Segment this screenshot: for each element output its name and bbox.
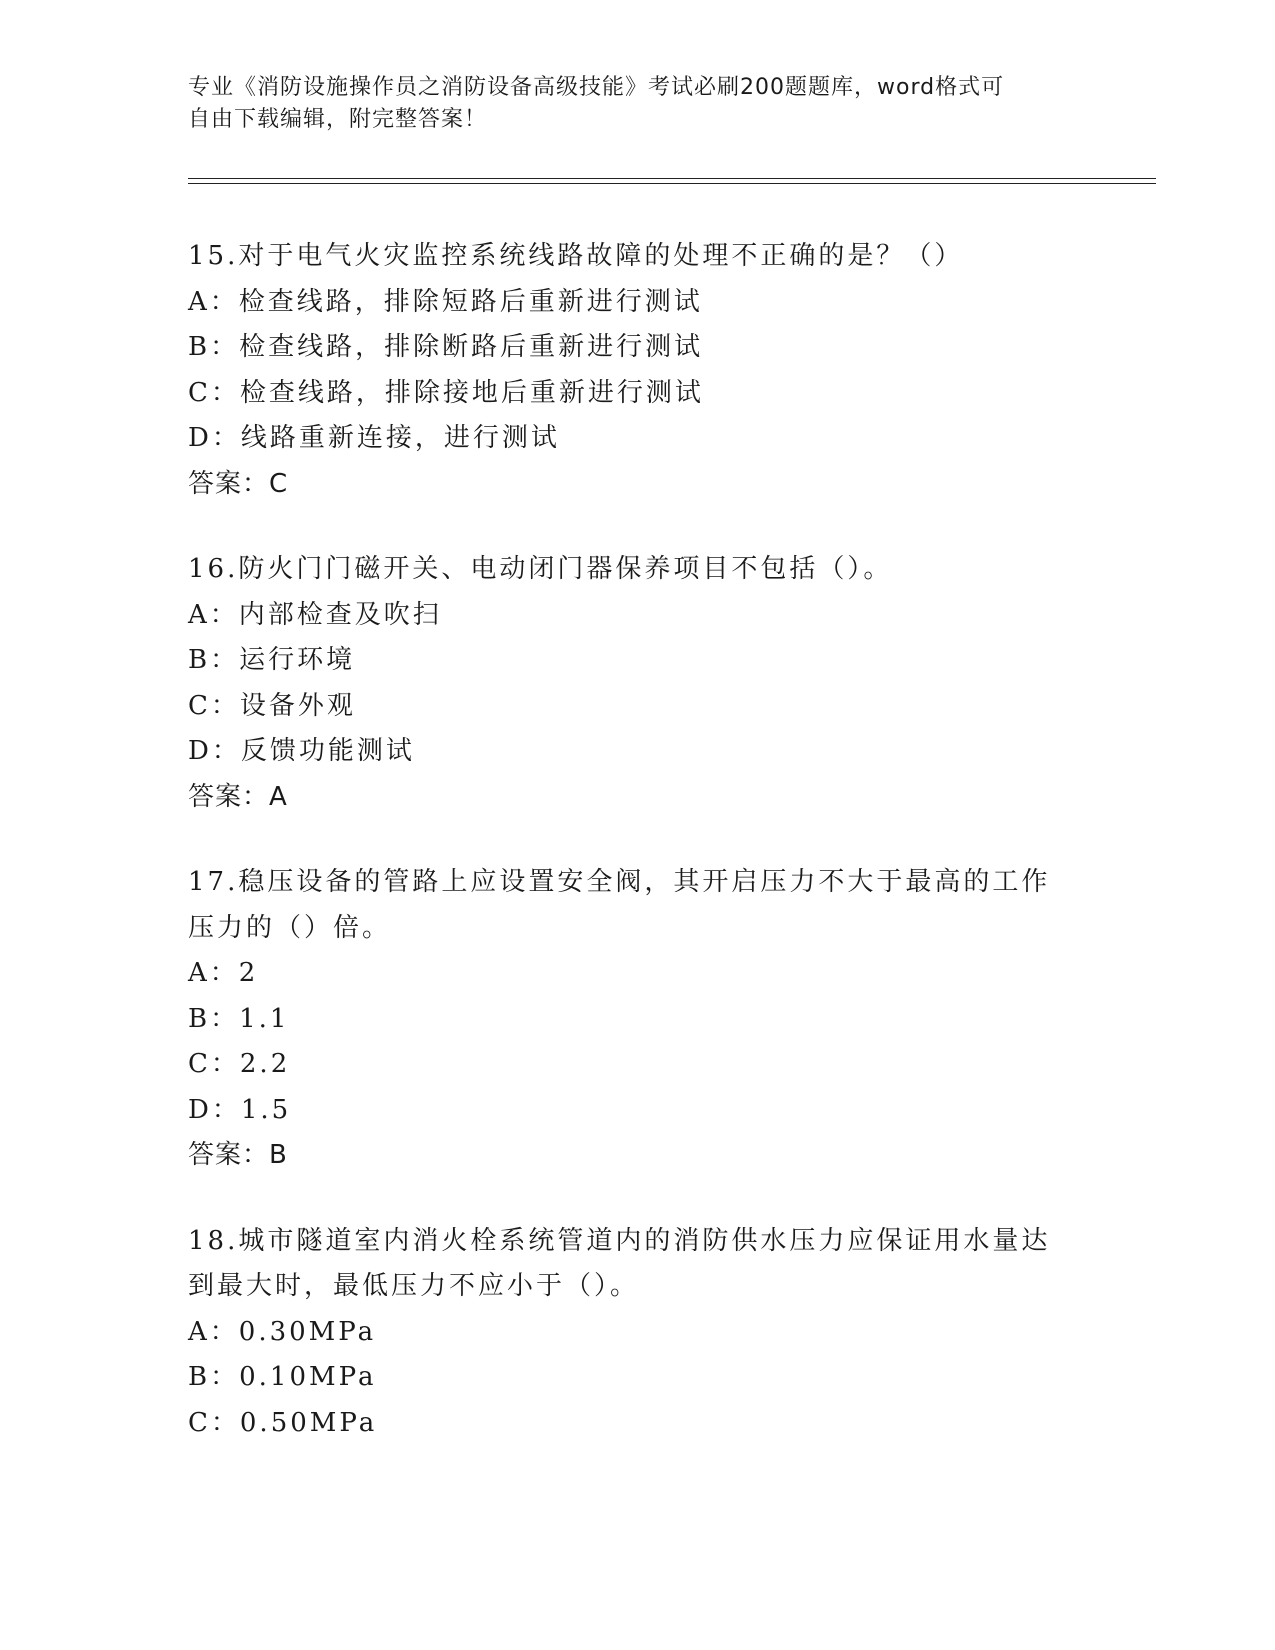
header-divider-top [188,178,1156,179]
answer-label: 答案：A [188,781,288,812]
option-b: B：1.1 [188,1003,290,1034]
option-c: C：0.50MPa [188,1407,378,1438]
header-line-2: 自由下载编辑，附完整答案！ [188,107,488,132]
option-d: D：1.5 [188,1094,292,1125]
option-d: D：反馈功能测试 [188,736,415,766]
option-c: C：2.2 [188,1049,291,1079]
answer-label: 答案：C [188,468,289,499]
question-stem: 17.稳压设备的管路上应设置安全阀，其开启压力不大于最高的工作压力的（）倍。 [188,867,1051,943]
question-list [188,234,1078,1486]
option-d: D：线路重新连接，进行测试 [188,423,560,453]
option-a: A：2 [188,958,259,988]
header-divider-bottom [188,183,1156,184]
question-stem: 16.防火门门磁开关、电动闭门器保养项目不包括（）。 [188,554,893,584]
option-a: A：0.30MPa [188,1316,377,1347]
option-b: B：检查线路，排除断路后重新进行测试 [188,332,704,362]
document-header [188,72,1068,136]
option-c: C：设备外观 [188,690,356,721]
question-stem: 15.对于电气火灾监控系统线路故障的处理不正确的是？（） [188,241,964,271]
question-stem: 18.城市隧道室内消火栓系统管道内的消防供水压力应保证用水量达到最大时，最低压力不应小于（）。 [188,1225,1051,1301]
question-16 [188,547,1078,820]
option-a: A：检查线路，排除短路后重新进行测试 [188,286,703,317]
option-a: A：内部检查及吹扫 [188,599,442,630]
question-15 [188,234,1078,507]
option-b: B：运行环境 [188,645,356,675]
question-17 [188,860,1078,1179]
header-line-1: 专业《消防设施操作员之消防设备高级技能》考试必刷200题题库，word格式可 [188,75,1005,100]
option-c: C：检查线路，排除接地后重新进行测试 [188,377,704,408]
question-18 [188,1219,1078,1447]
option-b: B：0.10MPa [188,1362,377,1392]
answer-label: 答案：B [188,1140,288,1170]
